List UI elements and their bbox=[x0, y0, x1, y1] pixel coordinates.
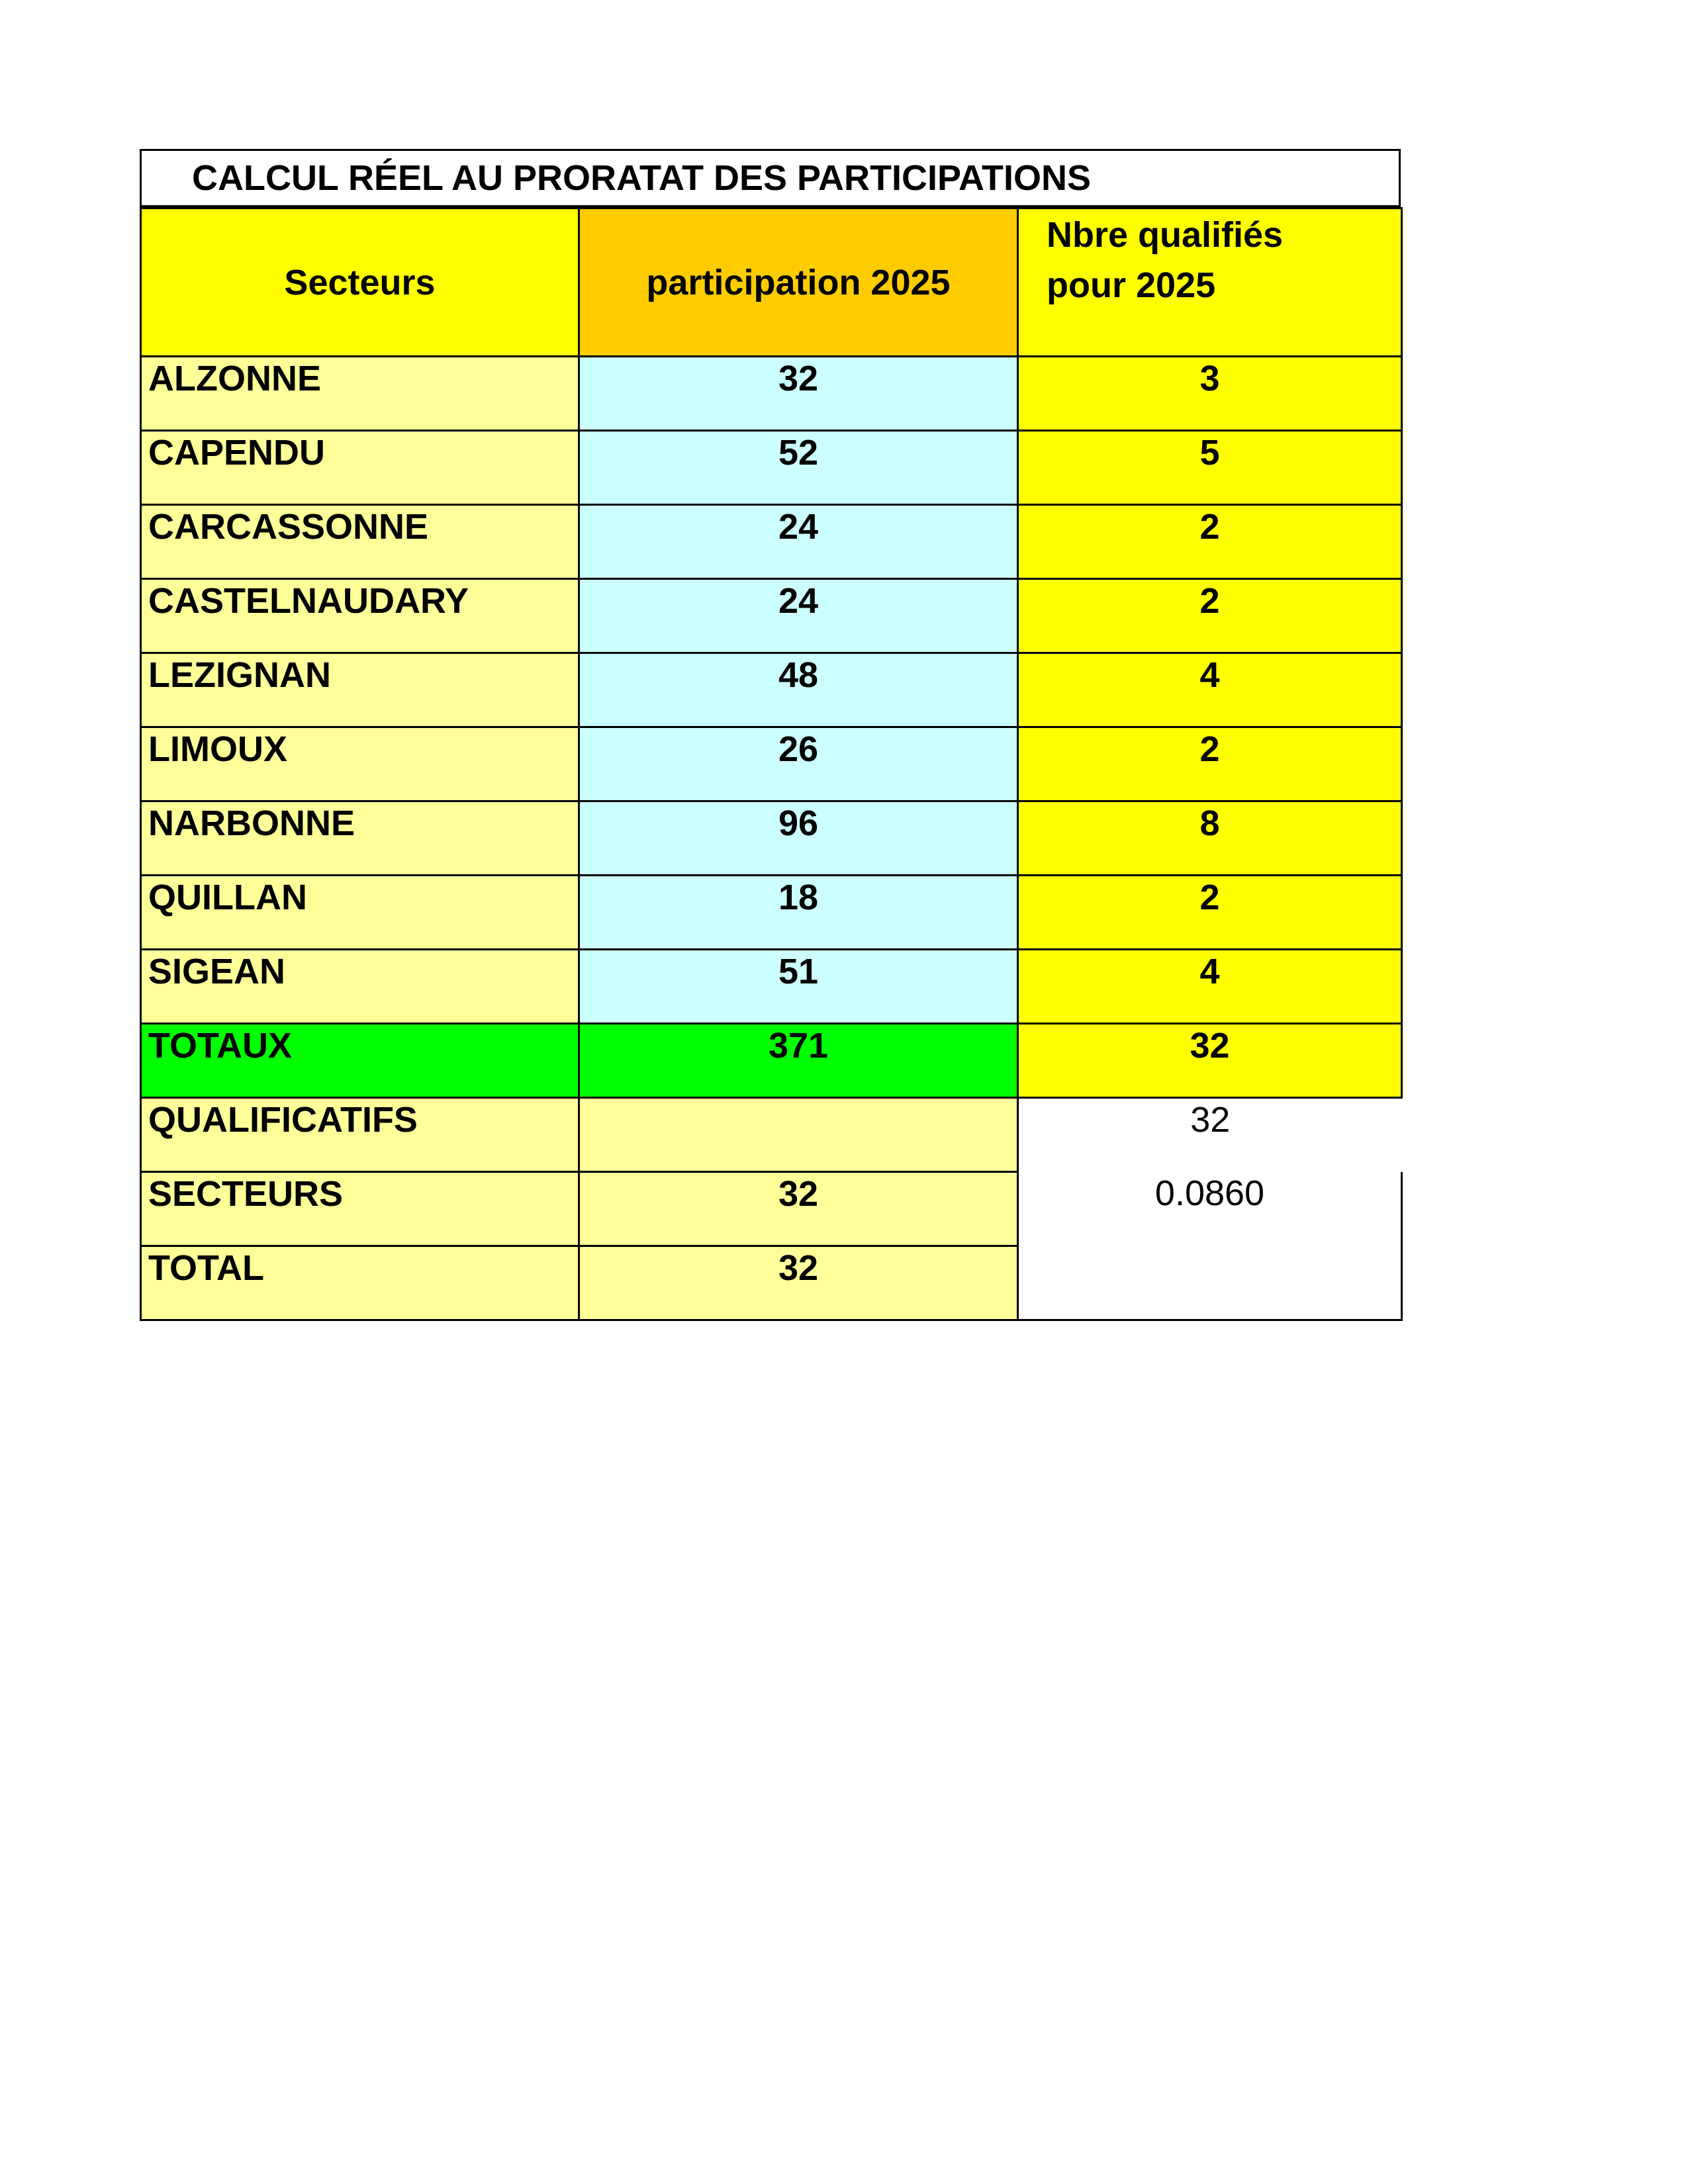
secteur-name: ALZONNE bbox=[141, 357, 579, 431]
totaux-qualifies: 32 bbox=[1018, 1024, 1402, 1098]
header-qualifies-line1: Nbre qualifiés bbox=[1047, 215, 1284, 255]
total-value: 32 bbox=[579, 1246, 1018, 1320]
secteur-name: QUILLAN bbox=[141, 876, 579, 950]
header-row bbox=[141, 208, 1402, 357]
table-row bbox=[141, 653, 1402, 727]
qualificatifs-row bbox=[141, 1098, 1402, 1172]
header-qualifies bbox=[1018, 208, 1402, 357]
table-row bbox=[141, 505, 1402, 579]
header-participation: participation 2025 bbox=[579, 208, 1018, 357]
qualifies-value: 5 bbox=[1018, 431, 1402, 505]
secteur-name: CAPENDU bbox=[141, 431, 579, 505]
qualifies-value: 8 bbox=[1018, 801, 1402, 876]
secteur-name: CASTELNAUDARY bbox=[141, 579, 579, 653]
header-qualifies-line2: pour 2025 bbox=[1047, 265, 1216, 305]
qualifies-value: 4 bbox=[1018, 950, 1402, 1024]
participation-value: 24 bbox=[579, 579, 1018, 653]
secteurs-value: 32 bbox=[579, 1172, 1018, 1246]
header-secteurs: Secteurs bbox=[141, 208, 579, 357]
totaux-label: TOTAUX bbox=[141, 1024, 579, 1098]
participation-value: 32 bbox=[579, 357, 1018, 431]
participation-value: 48 bbox=[579, 653, 1018, 727]
qualifies-value: 2 bbox=[1018, 579, 1402, 653]
secteur-name: LIMOUX bbox=[141, 727, 579, 801]
table-row bbox=[141, 876, 1402, 950]
totaux-participation: 371 bbox=[579, 1024, 1018, 1098]
qualifies-value: 2 bbox=[1018, 505, 1402, 579]
qualificatifs-value bbox=[579, 1098, 1018, 1172]
secteur-name: SIGEAN bbox=[141, 950, 579, 1024]
totaux-row bbox=[141, 1024, 1402, 1098]
participation-value: 24 bbox=[579, 505, 1018, 579]
table-row bbox=[141, 357, 1402, 431]
participation-value: 51 bbox=[579, 950, 1018, 1024]
participation-value: 18 bbox=[579, 876, 1018, 950]
total-label: TOTAL bbox=[141, 1246, 579, 1320]
participation-sheet bbox=[140, 149, 1401, 1321]
table-row bbox=[141, 801, 1402, 876]
table-row bbox=[141, 727, 1402, 801]
ratio-value: 0.0860 bbox=[1018, 1172, 1402, 1320]
participation-value: 26 bbox=[579, 727, 1018, 801]
qualifies-value: 2 bbox=[1018, 876, 1402, 950]
secteur-name: NARBONNE bbox=[141, 801, 579, 876]
secteurs-row bbox=[141, 1172, 1402, 1246]
sheet-title: CALCUL RÉEL AU PRORATAT DES PARTICIPATIONS bbox=[140, 149, 1401, 207]
participation-value: 96 bbox=[579, 801, 1018, 876]
qualifies-value: 2 bbox=[1018, 727, 1402, 801]
table-row bbox=[141, 950, 1402, 1024]
table-row bbox=[141, 579, 1402, 653]
qualificatifs-side-value: 32 bbox=[1018, 1098, 1402, 1172]
secteurs-label: SECTEURS bbox=[141, 1172, 579, 1246]
qualifies-value: 3 bbox=[1018, 357, 1402, 431]
participation-value: 52 bbox=[579, 431, 1018, 505]
participation-table bbox=[140, 207, 1403, 1321]
qualifies-value: 4 bbox=[1018, 653, 1402, 727]
secteur-name: CARCASSONNE bbox=[141, 505, 579, 579]
qualificatifs-label: QUALIFICATIFS bbox=[141, 1098, 579, 1172]
table-row bbox=[141, 431, 1402, 505]
secteur-name: LEZIGNAN bbox=[141, 653, 579, 727]
